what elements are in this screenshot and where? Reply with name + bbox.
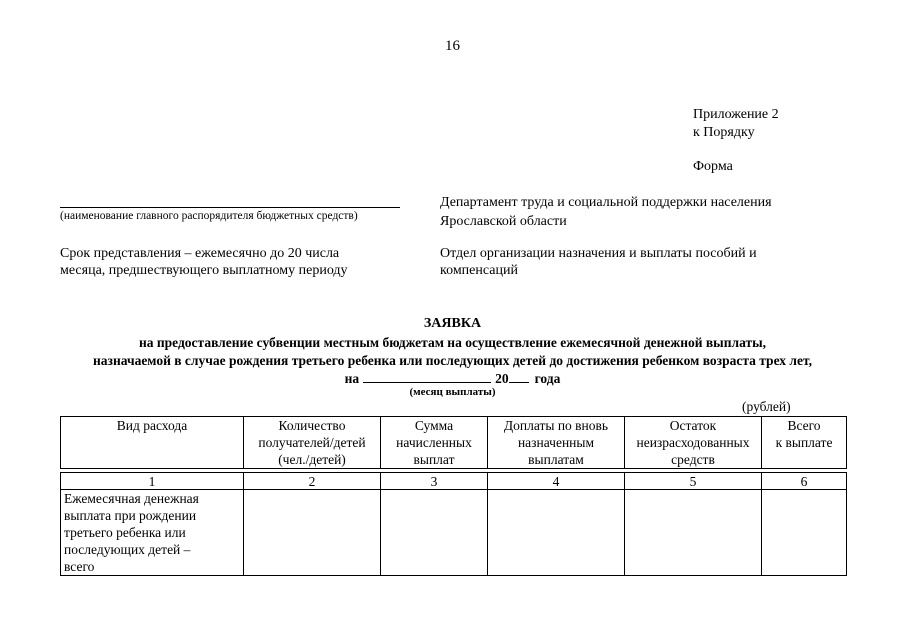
form-label: Форма	[693, 159, 733, 174]
subtitle-line-1: на предоставление субвенции местным бюджетам на осуществление ежемесячной денежной выплаты,	[138, 335, 767, 350]
recipient-line-2: Ярославской области	[440, 214, 567, 229]
office-line-1: Отдел организации назначения и выплаты пособий и	[440, 246, 757, 261]
period-year: 20	[495, 371, 509, 386]
appendix-line-2: к Порядку	[693, 125, 755, 140]
column-number: 3	[381, 473, 488, 490]
column-number-row	[61, 473, 847, 490]
page-number: 16	[445, 38, 460, 54]
header-cell: Доплаты по вновь назначенным выплатам	[488, 417, 625, 469]
year-blank	[509, 369, 529, 383]
expense-type-cell: Ежемесячная денежная выплата при рождении третьего ребенка или последующих детей – всего	[61, 490, 244, 576]
submission-deadline	[60, 245, 348, 279]
office-line-2: компенсаций	[440, 263, 518, 278]
column-number: 6	[762, 473, 847, 490]
accrued-amount-cell[interactable]	[381, 490, 488, 576]
month-blank	[363, 369, 491, 383]
subtitle-line-2: назначаемой в случае рождения третьего ребенка или последующих детей до достижения ребенком возраста трех лет,	[93, 353, 812, 368]
sender-name-caption: (наименование главного распорядителя бюджетных средств)	[60, 210, 358, 222]
table-row	[61, 490, 847, 576]
period-prefix: на	[344, 371, 360, 386]
document-subtitle	[0, 334, 905, 370]
column-number: 1	[61, 473, 244, 490]
period-suffix: года	[534, 371, 561, 386]
request-table	[60, 416, 847, 576]
deadline-line-2: месяца, предшествующего выплатному периоду	[60, 263, 348, 278]
header-cell: Сумма начисленных выплат	[381, 417, 488, 469]
recipient-office	[440, 245, 757, 279]
month-caption: (месяц выплаты)	[409, 386, 496, 398]
column-number: 2	[244, 473, 381, 490]
header-cell: Количество получателей/детей (чел./детей)	[244, 417, 381, 469]
header-cell: Всего к выплате	[762, 417, 847, 469]
appendix-line-1: Приложение 2	[693, 107, 779, 122]
recipients-count-cell[interactable]	[244, 490, 381, 576]
recipient-line-1: Департамент труда и социальной поддержки населения	[440, 195, 772, 210]
deadline-line-1: Срок представления – ежемесячно до 20 числа	[60, 246, 340, 261]
recipient-department	[440, 193, 772, 231]
document-title: ЗАЯВКА	[423, 316, 482, 331]
total-payable-cell[interactable]	[762, 490, 847, 576]
additional-payments-cell[interactable]	[488, 490, 625, 576]
table-header-row	[61, 417, 847, 469]
header-cell: Вид расхода	[61, 417, 244, 469]
column-number: 4	[488, 473, 625, 490]
sender-name-line	[60, 207, 400, 208]
header-cell: Остаток неизрасходованных средств	[625, 417, 762, 469]
payment-period	[0, 369, 905, 387]
units-label: (рублей)	[742, 399, 791, 414]
appendix-note	[693, 106, 779, 142]
column-number: 5	[625, 473, 762, 490]
unspent-balance-cell[interactable]	[625, 490, 762, 576]
